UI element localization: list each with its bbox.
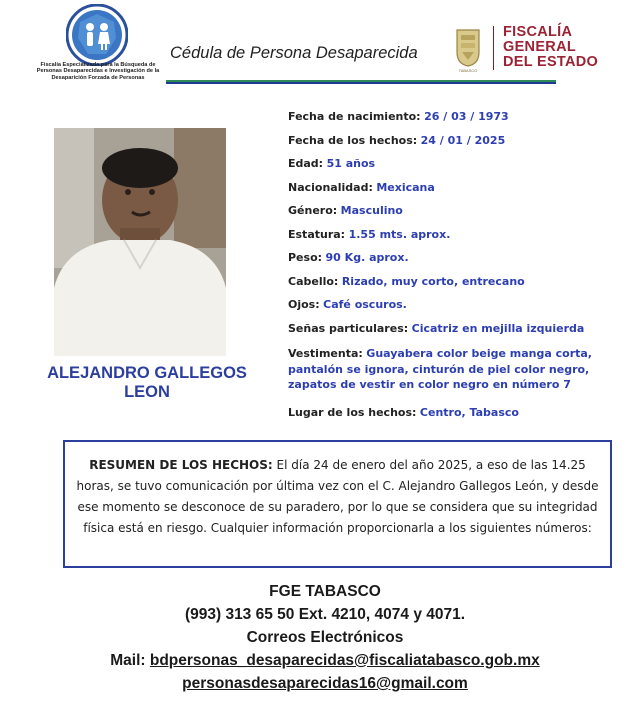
field-label: Lugar de los hechos: bbox=[288, 406, 417, 419]
field-height bbox=[288, 228, 450, 241]
field-hair bbox=[288, 275, 525, 288]
title-underline bbox=[166, 80, 556, 84]
commission-name: Fiscalía Especializada para la Búsqueda de Personas Desaparecidas e Investigación de la Desaparición Forzada de Personas bbox=[36, 62, 160, 81]
summary-label: RESUMEN DE LOS HECHOS: bbox=[89, 458, 273, 472]
field-value: 26 / 03 / 1973 bbox=[424, 110, 509, 123]
field-weight bbox=[288, 251, 409, 264]
field-label: Fecha de los hechos: bbox=[288, 133, 418, 147]
field-nationality bbox=[288, 181, 435, 194]
contact-phone: (993) 313 65 50 Ext. 4210, 4074 y 4071. bbox=[184, 606, 466, 623]
agency-name-line: GENERAL bbox=[503, 39, 576, 55]
field-value: Café oscuros. bbox=[323, 298, 407, 311]
field-event-date bbox=[288, 134, 505, 147]
contact-org: FGE TABASCO bbox=[269, 583, 381, 600]
seal-caption: TABASCO bbox=[458, 68, 478, 73]
field-eyes bbox=[288, 298, 407, 311]
field-age bbox=[288, 157, 375, 170]
person-photo-illustration bbox=[54, 128, 226, 356]
person-photo bbox=[54, 128, 226, 356]
mail-label: Mail: bbox=[110, 652, 146, 669]
field-value: Mexicana bbox=[376, 180, 435, 194]
search-emblem-icon bbox=[66, 4, 128, 66]
email-link-primary[interactable]: bdpersonas_desaparecidas@fiscaliatabasco.gob.mx bbox=[149, 652, 540, 669]
agency-divider bbox=[493, 26, 494, 70]
field-value: 51 años bbox=[326, 157, 376, 170]
field-value: 24 / 01 / 2025 bbox=[420, 133, 506, 147]
search-commission-logo bbox=[28, 4, 168, 92]
field-label: Vestimenta: bbox=[288, 347, 363, 360]
events-summary-box bbox=[63, 440, 612, 568]
field-value: Guayabera color beige manga corta, pantalón se ignora, cinturón de piel color negro, zapatos de vestir en color negro en número 7 bbox=[288, 347, 592, 391]
field-value: 90 Kg. aprox. bbox=[325, 251, 409, 264]
emails-title: Correos Electrónicos bbox=[246, 629, 404, 646]
email-link-secondary[interactable]: personasdesaparecidas16@gmail.com bbox=[182, 675, 468, 692]
missing-person-name bbox=[24, 364, 270, 402]
field-clothing bbox=[288, 346, 608, 393]
field-label: Edad: bbox=[288, 157, 324, 170]
name-line: LEON bbox=[124, 383, 170, 401]
field-value: Cicatriz en mejilla izquierda bbox=[411, 321, 585, 335]
field-birth-date bbox=[288, 110, 509, 123]
header bbox=[0, 0, 642, 100]
field-distinguishing-marks bbox=[288, 322, 584, 335]
field-value: 1.55 mts. aprox. bbox=[348, 227, 451, 241]
field-label: Género: bbox=[288, 204, 338, 217]
name-line: ALEJANDRO GALLEGOS bbox=[47, 364, 247, 382]
field-label: Ojos: bbox=[288, 298, 320, 311]
agency-name-line: FISCALÍA bbox=[503, 24, 573, 40]
field-label: Fecha de nacimiento: bbox=[288, 110, 421, 123]
field-label: Peso: bbox=[288, 251, 323, 264]
field-label: Estatura: bbox=[288, 227, 346, 241]
field-label: Cabello: bbox=[288, 274, 339, 288]
agency-name-line: DEL ESTADO bbox=[503, 54, 599, 70]
field-label: Nacionalidad: bbox=[288, 180, 373, 194]
field-gender bbox=[288, 204, 403, 217]
field-event-location bbox=[288, 406, 519, 419]
agency-name bbox=[503, 25, 598, 70]
contact-info bbox=[60, 580, 590, 695]
field-value: Centro, Tabasco bbox=[419, 406, 519, 419]
summary-text: El día 24 de enero del año 2025, a eso de las 14.25 horas, se tuvo comunicación por última vez con el C. Alejandro Gallegos León, y desde ese momento se desconoce de su paradero, por lo que se considera que su integridad física está en riesgo. Cualquier información proporcionarla a los siguientes números: bbox=[76, 458, 599, 535]
field-value: Masculino bbox=[340, 204, 403, 217]
email-line-secondary bbox=[60, 672, 590, 695]
tabasco-seal-icon bbox=[453, 26, 483, 68]
field-label: Señas particulares: bbox=[288, 321, 409, 335]
email-line bbox=[60, 649, 590, 672]
field-value: Rizado, muy corto, entrecano bbox=[341, 274, 525, 288]
document-title: Cédula de Persona Desaparecida bbox=[170, 44, 418, 62]
